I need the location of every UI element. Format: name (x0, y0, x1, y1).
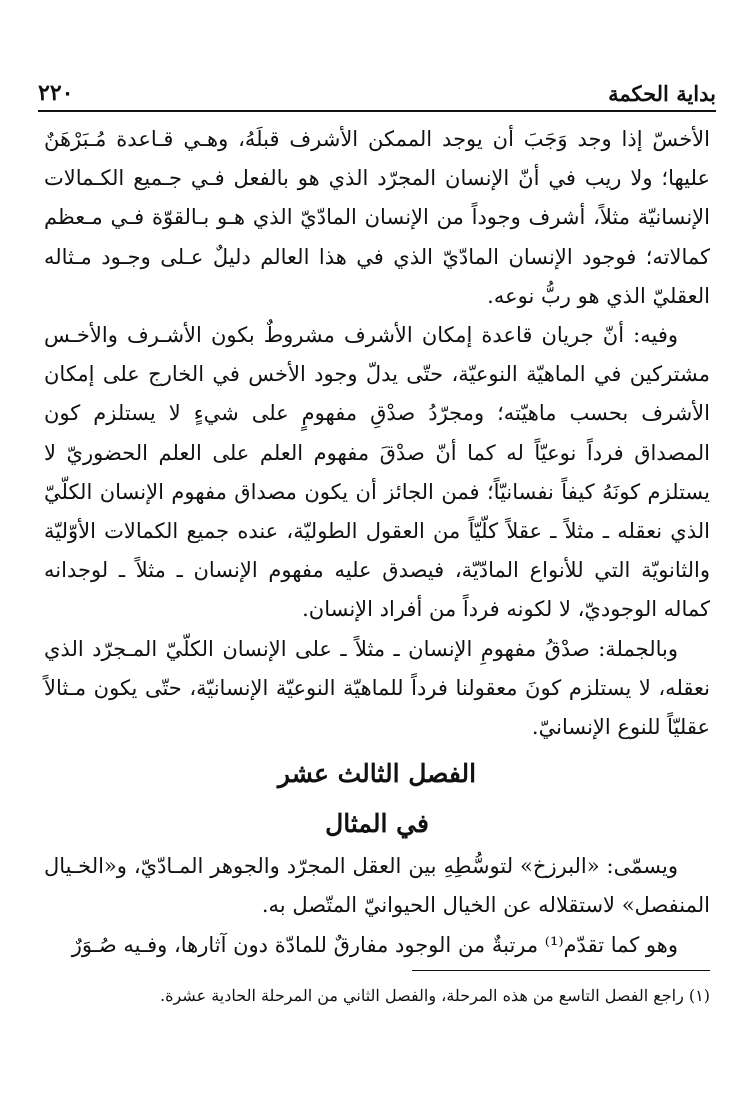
paragraph-conclusion: وبالجملة: صدْقُ مفهومِ الإنسان ـ مثلاً ـ على الإنسان الكلّيّ المـجرّد الذي نعقله، لا يستلزم كونَ معقولنا فرداً للماهيّة النوعيّة الإنسانيّة، حتّى يكون مـثالاً عقليّاً للنوع الإنسانيّ. (44, 636, 710, 740)
paragraph-objection: وفيه: أنّ جريان قاعدة إمكان الأشرف مشروطٌ بكون الأشـرف والأخـس مشتركين في الماهيّة النوعيّة، حتّى يدلّ وجود الأخس في الخارج على إمكان الأشرف بحسب ماهيّته؛ ومجرّدُ صدْقِ مفهومٍ على شيءٍ لا يستلزم كون المصداق فرداً نوعيّاً له كما أنّ صدْقَ مفهوم العلم على العلم الحضوريّ لا يستلزم كونَهُ كيفاً نفسانيّاً؛ فمن الجائز أن يكون مصداق مفهوم الإنسان الكلّيّ الذي نعقله ـ مثلاً ـ عقلاً كلّيّاً من العقول الطوليّة، عنده جميع الكمالات الأوّليّة والثانويّة التي للأنواع المادّيّة، فيصدق عليه مفهوم الإنسان ـ مثلاً ـ لوجدانه كماله الوجوديّ، لا لكونه فرداً من أفراد الإنسان. (44, 323, 710, 622)
paragraph-continuation: الأخسّ إذا وجد وَجَبَ أن يوجد الممكن الأشرف قبلَهُ، وهـي قـاعدة مُـبَرْهَنٌ عليها؛ ولا ريب في أنّ الإنسان المجرّد الذي هو بالفعل فـي جـميع الكـمالات الإنسانيّة مثلاً، أشرف وجوداً من الإنسان المادّيّ الذي هـو بـالقوّة فـي مـعظم كمالاته؛ فوجود الإنسان المادّيّ الذي في هذا العالم دليلٌ عـلى وجـود مـثاله العقليّ الذي هو ربُّ نوعه. (44, 127, 710, 308)
chapter-title: في المثال (325, 809, 429, 839)
running-header (38, 70, 716, 112)
paragraph-definition: وهو كما تقدّم⁽¹⁾ مرتبةٌ من الوجود مفارقٌ للمادّة دون آثارها، وفـيه صُـوَرٌ (71, 932, 678, 957)
book-title: بداية الحكمة (608, 81, 716, 106)
footnote: (١) راجع الفصل التاسع من هذه المرحلة، والفصل الثاني من المرحلة الحادية عشرة. (160, 986, 710, 1005)
paragraph-naming: ويسمّى: «البرزخ» لتوسُّطِهِ بين العقل المجرّد والجوهر المـادّيّ، و«الخـيال المنفصل» لاستقلاله عن الخيال الحيوانيّ المتّصل به. (44, 854, 710, 918)
page-number: ٢٢٠ (38, 80, 74, 106)
main-text (44, 120, 710, 965)
footnote-divider (412, 970, 710, 971)
chapter-heading: الفصل الثالث عشر (277, 759, 477, 789)
